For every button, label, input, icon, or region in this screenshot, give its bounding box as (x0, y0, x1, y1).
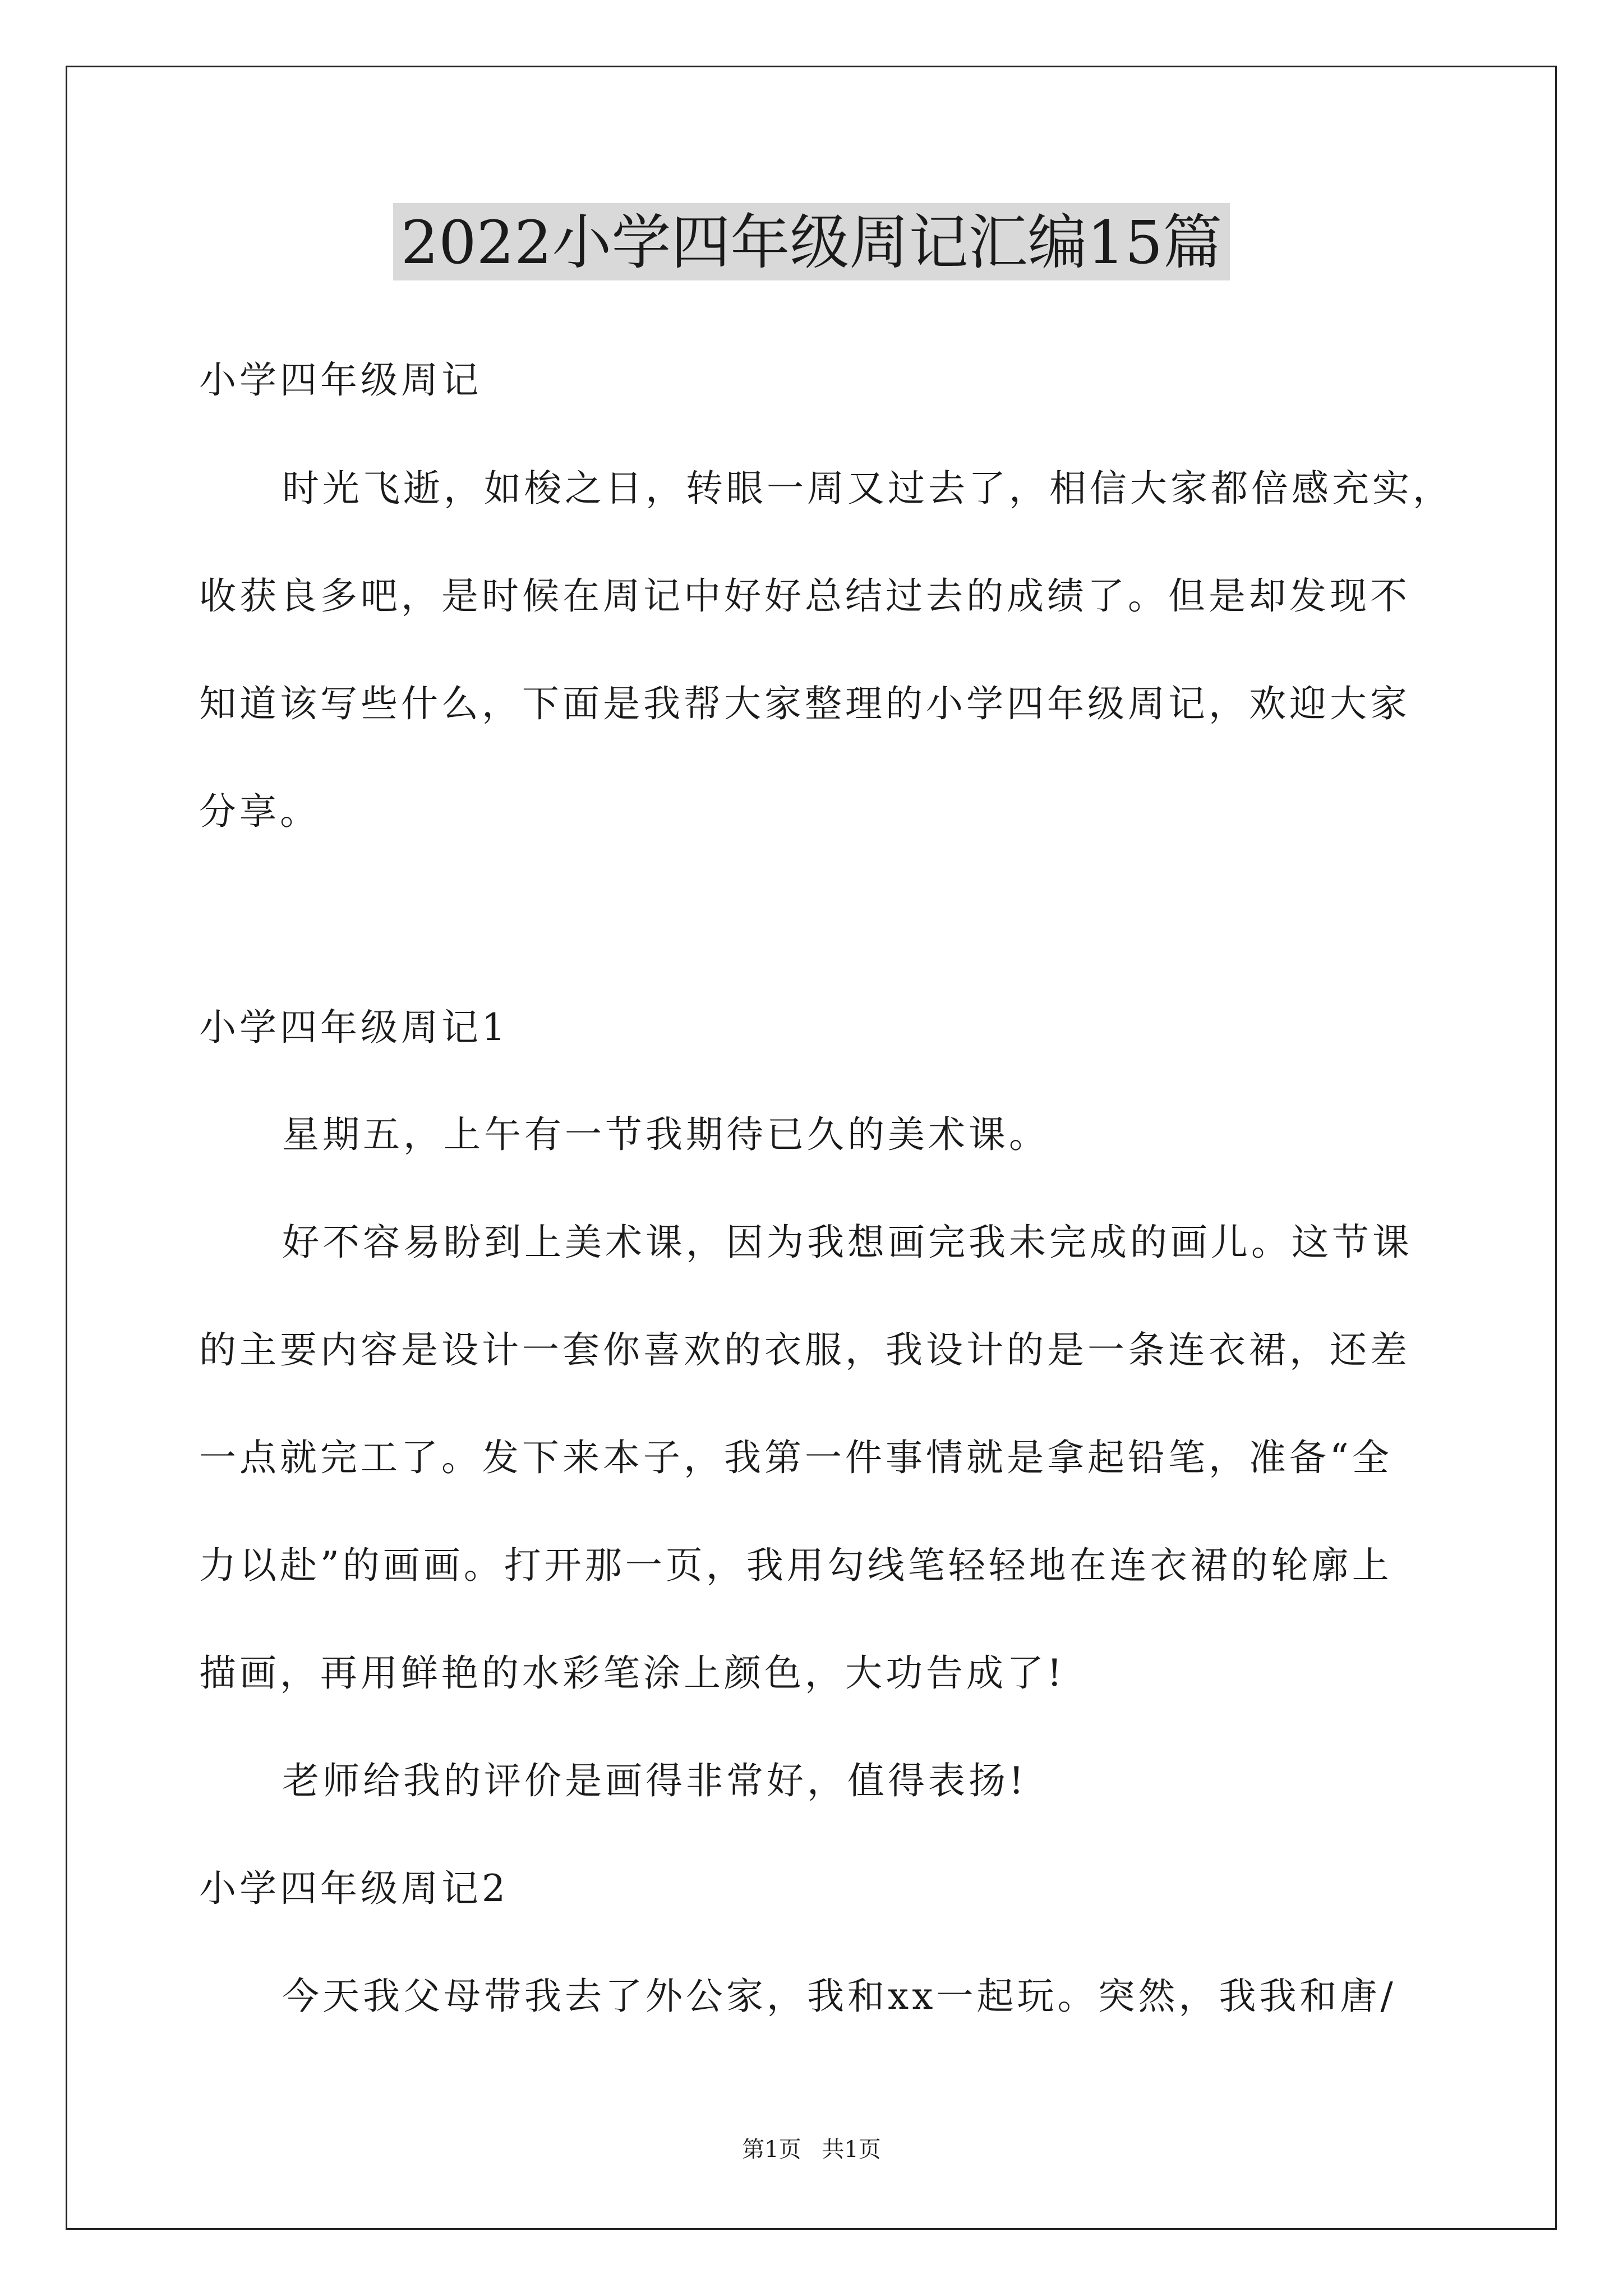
document-title: 2022小学四年级周记汇编15篇 (393, 203, 1230, 280)
paragraph-line: 今天我父母带我去了外公家，我和xx一起玩。突然，我我和唐/ (282, 1975, 1396, 2018)
document-title-block (0, 203, 1623, 280)
paragraph-line: 分享。 (199, 790, 320, 833)
paragraph-line: 知道该写些什么，下面是我帮大家整理的小学四年级周记，欢迎大家 (199, 682, 1410, 725)
section-heading-1: 小学四年级周记1 (199, 1006, 509, 1049)
page-footer (0, 2138, 1623, 2161)
paragraph-line: 收获良多吧，是时候在周记中好好总结过去的成绩了。但是却发现不 (199, 574, 1410, 618)
page-total: 共1页 (822, 2137, 881, 2162)
paragraph-line: 描画，再用鲜艳的水彩笔涂上颜色，大功告成了! (199, 1651, 1066, 1695)
intro-heading: 小学四年级周记 (199, 358, 482, 402)
paragraph-line: 星期五，上午有一节我期待已久的美术课。 (282, 1113, 1049, 1156)
page-number: 第1页 (742, 2137, 801, 2162)
paragraph-line: 好不容易盼到上美术课，因为我想画完我未完成的画儿。这节课 (282, 1221, 1413, 1264)
section-heading-2: 小学四年级周记2 (199, 1867, 509, 1910)
paragraph-line: 时光飞逝，如梭之日，转眼一周又过去了，相信大家都倍感充实， (282, 467, 1453, 510)
paragraph-line: 力以赴”的画画。打开那一页，我用勾线笔轻轻地在连衣裙的轮廓上 (199, 1544, 1393, 1587)
paragraph-line: 老师给我的评价是画得非常好，值得表扬! (282, 1759, 1027, 1802)
paragraph-line: 的主要内容是设计一套你喜欢的衣服，我设计的是一条连衣裙，还差 (199, 1328, 1410, 1372)
paragraph-line: 一点就完工了。发下来本子，我第一件事情就是拿起铅笔，准备“全 (199, 1436, 1393, 1479)
